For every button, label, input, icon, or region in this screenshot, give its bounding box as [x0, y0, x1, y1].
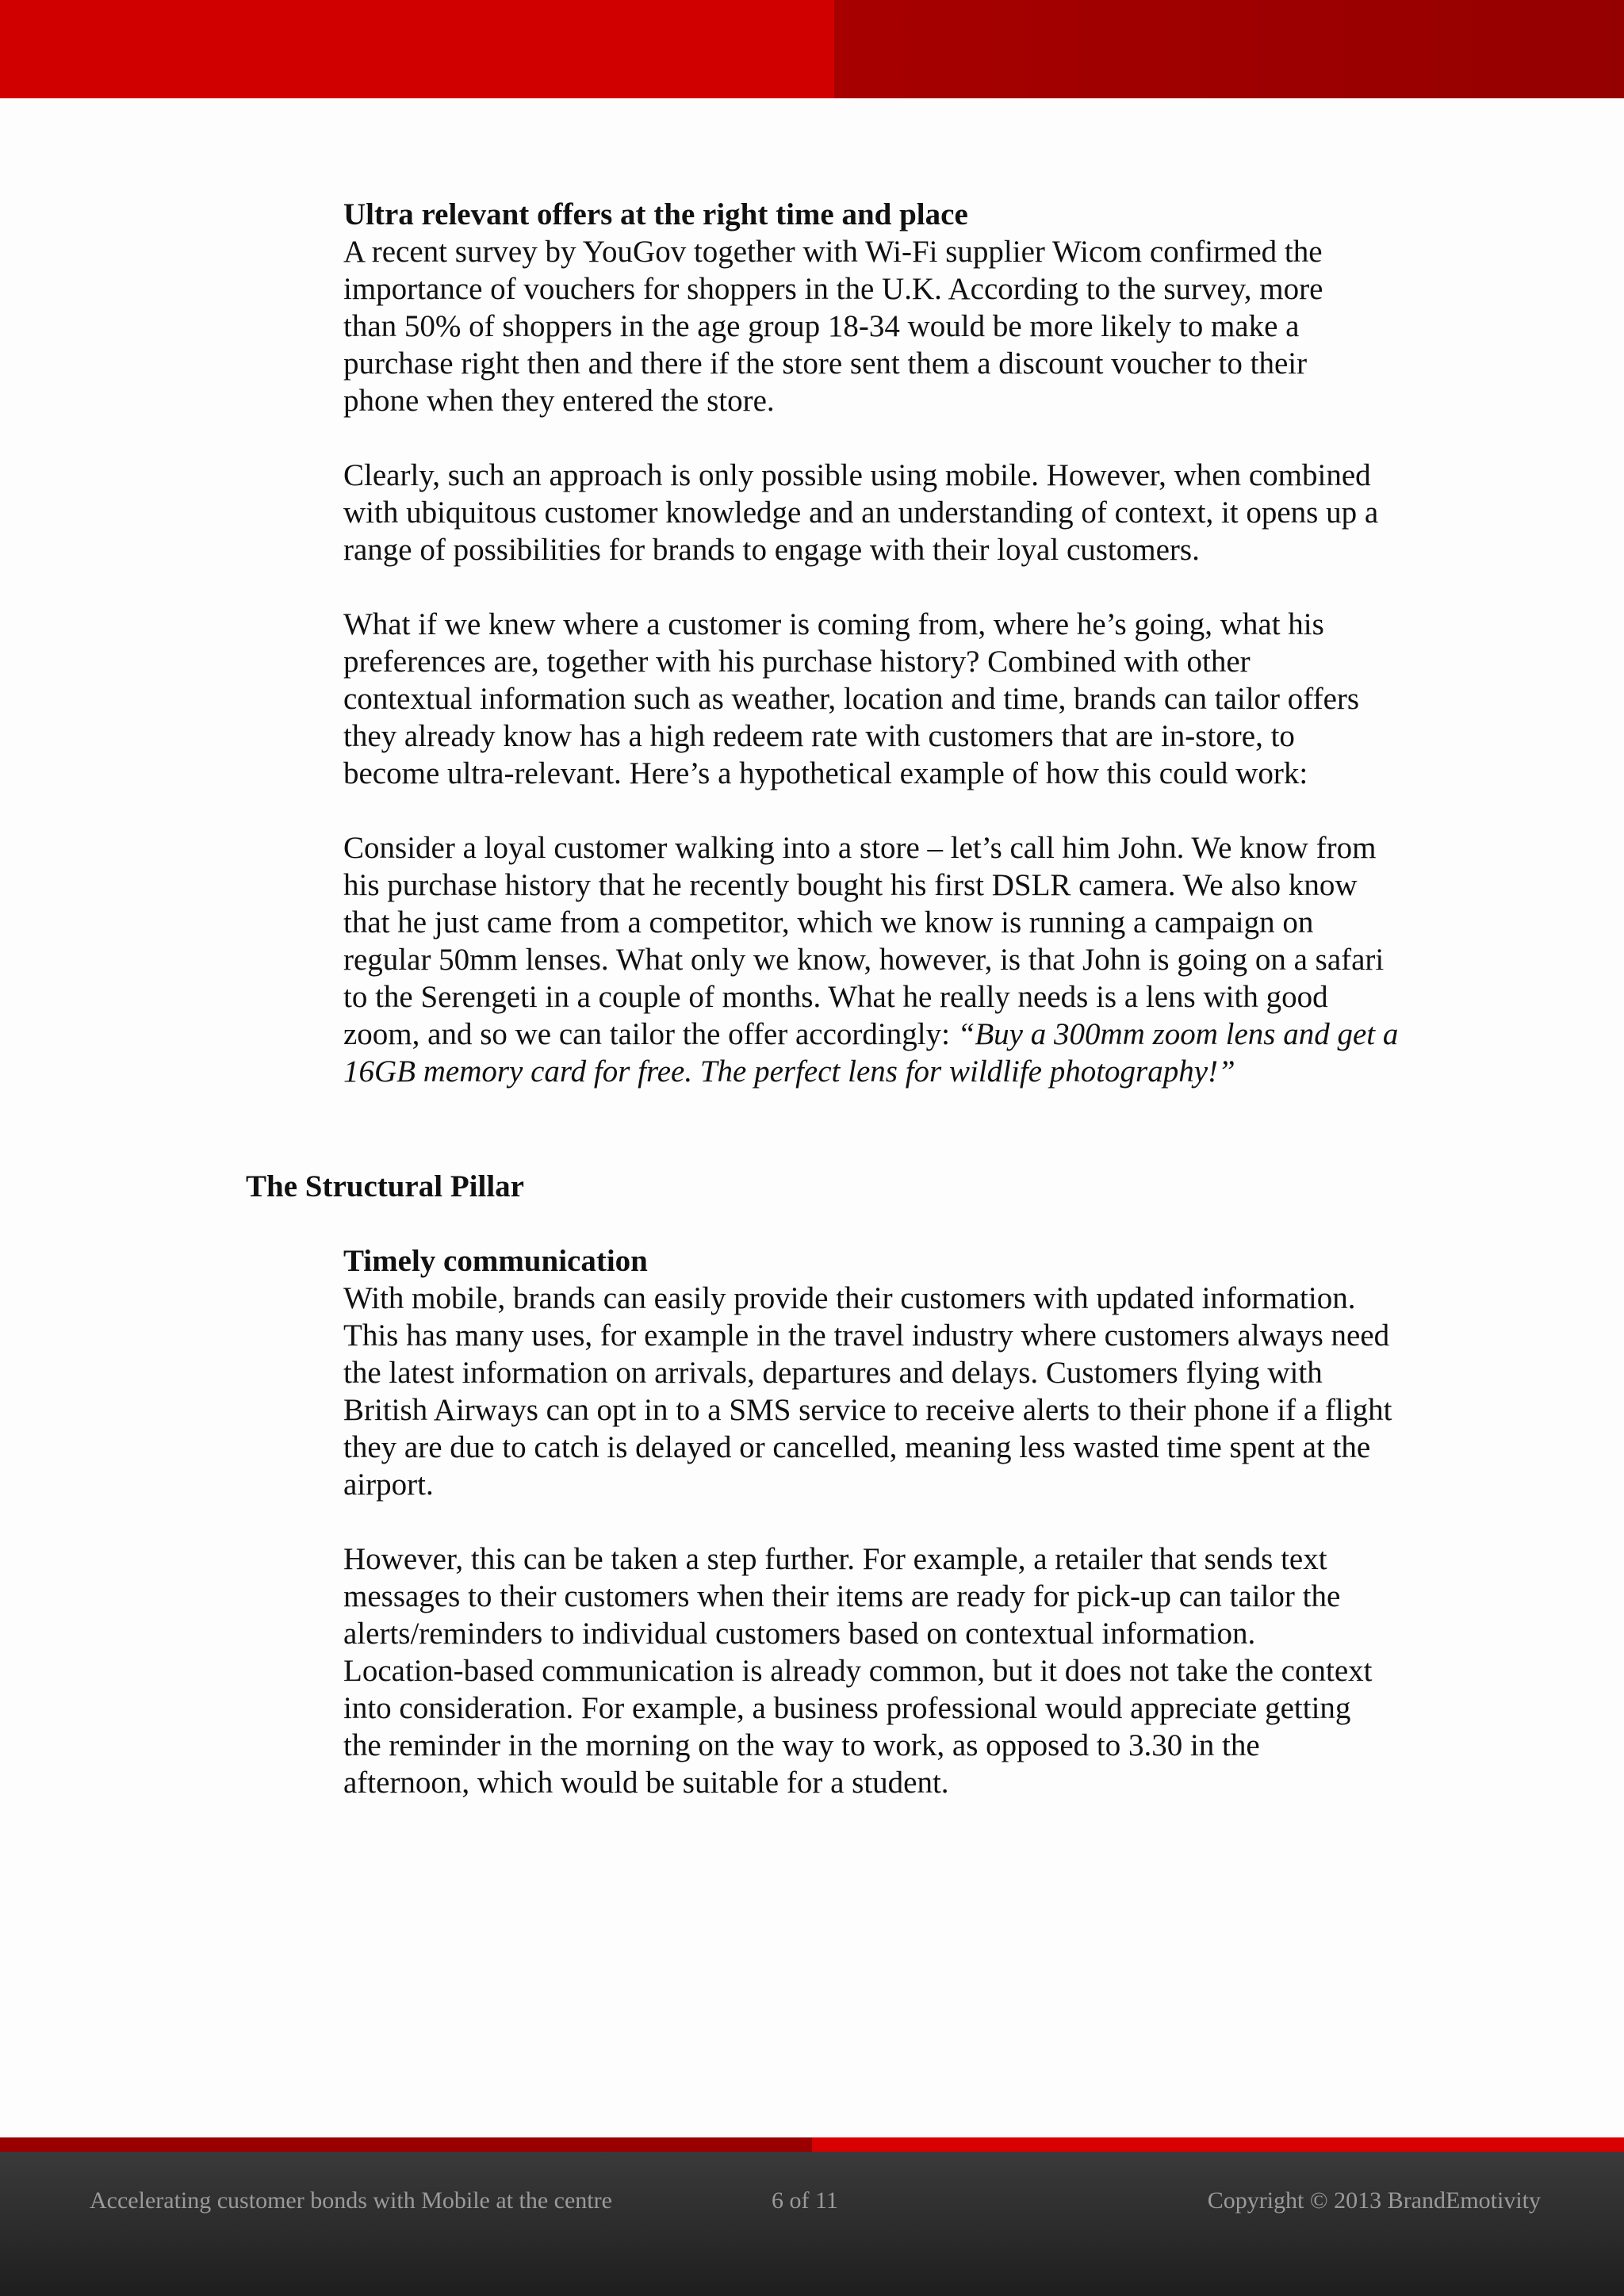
text-line: into consideration. For example, a business professional would appreciate getting	[343, 1691, 1351, 1725]
text-line	[343, 1053, 1454, 1090]
text-line: they already know has a high redeem rate with customers that are in-store, to	[343, 719, 1295, 753]
subheading-ultra-relevant-offers: Ultra relevant offers at the right time and place	[343, 197, 968, 232]
text-line: contextual information such as weather, location and time, brands can tailor offers	[343, 682, 1360, 716]
text-line: A recent survey by YouGov together with Wi-Fi supplier Wicom confirmed the	[343, 235, 1323, 269]
text-line: What if we knew where a customer is coming from, where he’s going, what his	[343, 607, 1324, 641]
header-band-dark-red	[834, 0, 1624, 98]
header-band-red	[0, 0, 834, 98]
text-line: that he just came from a competitor, which we know is running a campaign on	[343, 905, 1314, 939]
offer-quote-end: 16GB memory card for free. The perfect lens for wildlife photography!”	[343, 1054, 1235, 1089]
paragraph-updated-information	[343, 1280, 1454, 1503]
text-line	[343, 1016, 1454, 1053]
text-line: with ubiquitous customer knowledge and an understanding of context, it opens up a	[343, 496, 1379, 530]
text-line: phone when they entered the store.	[343, 384, 775, 418]
text-line: British Airways can opt in to a SMS service to receive alerts to their phone if a flight	[343, 1393, 1392, 1427]
paragraph-survey	[343, 233, 1454, 419]
footer-stripe-red	[812, 2137, 1624, 2152]
text-line: preferences are, together with his purchase history? Combined with other	[343, 645, 1251, 679]
text-line: purchase right then and there if the store sent them a discount voucher to their	[343, 346, 1308, 381]
page-footer	[0, 2152, 1624, 2296]
footer-copyright: Copyright © 2013 BrandEmotivity	[1207, 2187, 1541, 2214]
text-line: become ultra-relevant. Here’s a hypothetical example of how this could work:	[343, 756, 1308, 790]
paragraph-mobile-approach	[343, 457, 1454, 568]
paragraph-step-further	[343, 1540, 1454, 1801]
footer-stripe	[0, 2137, 1624, 2152]
section-heading-structural-pillar: The Structural Pillar	[246, 1169, 524, 1203]
footer-document-title: Accelerating customer bonds with Mobile at the centre	[90, 2187, 612, 2214]
text-line: With mobile, brands can easily provide their customers with updated information.	[343, 1281, 1356, 1315]
paragraph-john-example	[343, 829, 1454, 1090]
text-line: the reminder in the morning on the way to work, as opposed to 3.30 in the	[343, 1728, 1260, 1762]
text-line: importance of vouchers for shoppers in the U.K. According to the survey, more	[343, 272, 1323, 306]
paragraph-context	[343, 606, 1454, 792]
text-line: they are due to catch is delayed or cancelled, meaning less wasted time spent at the	[343, 1430, 1371, 1464]
text-line: alerts/reminders to individual customers based on contextual information.	[343, 1617, 1256, 1651]
text-line: However, this can be taken a step further. For example, a retailer that sends text	[343, 1542, 1327, 1576]
text-line: airport.	[343, 1468, 434, 1502]
text-line: than 50% of shoppers in the age group 18-34 would be more likely to make a	[343, 309, 1300, 343]
subheading-timely-communication: Timely communication	[343, 1244, 648, 1278]
text-line: his purchase history that he recently bought his first DSLR camera. We also know	[343, 868, 1358, 902]
text-line: Clearly, such an approach is only possible using mobile. However, when combined	[343, 458, 1371, 492]
text-line: regular 50mm lenses. What only we know, however, is that John is going on a safari	[343, 943, 1385, 977]
footer-stripe-dark	[0, 2137, 812, 2152]
text-line: afternoon, which would be suitable for a student.	[343, 1766, 949, 1800]
footer-page-number: 6 of 11	[772, 2187, 838, 2214]
text-line: to the Serengeti in a couple of months. What he really needs is a lens with good	[343, 980, 1328, 1014]
header-band	[0, 0, 1624, 98]
text-line: the latest information on arrivals, departures and delays. Customers flying with	[343, 1356, 1323, 1390]
text-line: Location-based communication is already common, but it does not take the context	[343, 1654, 1373, 1688]
text-line: This has many uses, for example in the travel industry where customers always need	[343, 1318, 1390, 1353]
offer-quote-start: “Buy a 300mm zoom lens and get a	[957, 1017, 1399, 1051]
text-line: messages to their customers when their items are ready for pick-up can tailor the	[343, 1579, 1341, 1613]
text-line: range of possibilities for brands to engage with their loyal customers.	[343, 533, 1200, 567]
text-line: Consider a loyal customer walking into a store – let’s call him John. We know from	[343, 831, 1377, 865]
text-line-plain: zoom, and so we can tailor the offer accordingly:	[343, 1017, 958, 1051]
